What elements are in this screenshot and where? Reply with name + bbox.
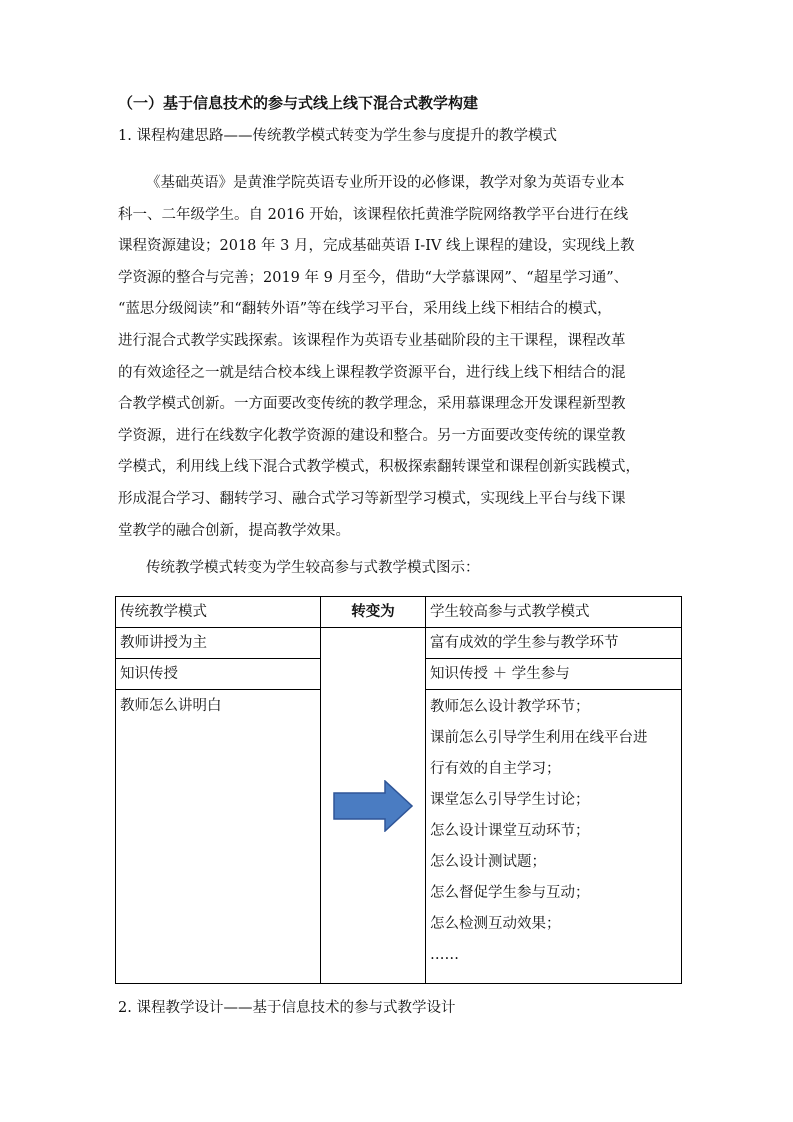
transform-header: 转变为 (321, 597, 426, 628)
list-item: 课堂怎么引导学生讨论； (430, 792, 590, 808)
list-item: 怎么督促学生参与互动； (430, 885, 590, 901)
table-header-row (116, 597, 682, 628)
paragraph-line: 形成混合学习、翻转学习、融合式学习等新型学习模式，实现线上平台与线下课 (118, 490, 626, 507)
paragraph-line: 科一、二年级学生。自 2016 开始，该课程依托黄淮学院网络教学平台进行在线 (118, 206, 629, 223)
section-heading: （一）基于信息技术的参与式线上线下混合式教学构建 (118, 94, 479, 112)
traditional-mode-header: 传统教学模式 (116, 597, 321, 628)
traditional-cell: 教师怎么讲明白 (116, 690, 321, 984)
paragraph-line: 学资源的整合与完善；2019 年 9 月至今，借助“大学慕课网”、“超星学习通”、 (118, 269, 629, 286)
arrow-cell (321, 628, 426, 984)
paragraph-line: “蓝思分级阅读”和“翻转外语”等在线学习平台，采用线上线下相结合的模式， (118, 301, 612, 318)
paragraph-line: 的有效途径之一就是结合校本线上课程教学资源平台，进行线上线下相结合的混 (118, 364, 626, 381)
participatory-cell: 知识传授 ＋ 学生参与 (426, 659, 682, 690)
section2-title: 2. 课程教学设计——基于信息技术的参与式教学设计 (118, 1000, 456, 1016)
list-item: …… (430, 947, 459, 963)
paragraph-line: 《基础英语》是黄淮学院英语专业所开设的必修课，教学对象为英语专业本 (146, 175, 625, 191)
list-item: 行有效的自主学习； (430, 761, 561, 777)
paragraph-line: 合教学模式创新。一方面要改变传统的教学理念，采用慕课理念开发课程新型教 (118, 396, 626, 413)
paragraph-line: 堂教学的融合创新，提高教学效果。 (118, 522, 350, 539)
paragraph-line: 课程资源建设；2018 年 3 月，完成基础英语 I-IV 线上课程的建设，实现线上教 (118, 238, 635, 255)
paragraph-line: 学模式，利用线上线下混合式教学模式，积极探索翻转课堂和课程创新实践模式， (118, 459, 640, 476)
list-item: 教师怎么设计教学环节； (430, 699, 590, 715)
list-item: 怎么设计课堂互动环节； (430, 823, 590, 839)
right-arrow-icon (333, 780, 413, 843)
participatory-cell: 富有成效的学生参与教学环节 (426, 628, 682, 659)
list-item: 怎么设计测试题； (430, 854, 546, 870)
table-intro: 传统教学模式转变为学生较高参与式教学模式图示： (146, 560, 480, 576)
table-row (116, 628, 682, 659)
participatory-mode-header: 学生较高参与式教学模式 (426, 597, 682, 628)
participatory-list-cell (426, 690, 682, 984)
body-paragraph (118, 168, 680, 547)
comparison-table (115, 596, 682, 984)
paragraph-line: 学资源，进行在线数字化教学资源的建设和整合。另一方面要改变传统的课堂教 (118, 427, 626, 444)
arrow-shape (334, 781, 412, 831)
traditional-cell: 知识传授 (116, 659, 321, 690)
list-item: 怎么检测互动效果； (430, 916, 561, 932)
section1-title: 1. 课程构建思路——传统教学模式转变为学生参与度提升的教学模式 (118, 128, 557, 144)
paragraph-line: 进行混合式教学实践探索。该课程作为英语专业基础阶段的主干课程，课程改革 (118, 332, 626, 349)
list-item: 课前怎么引导学生利用在线平台进 (430, 730, 648, 746)
traditional-cell: 教师讲授为主 (116, 628, 321, 659)
